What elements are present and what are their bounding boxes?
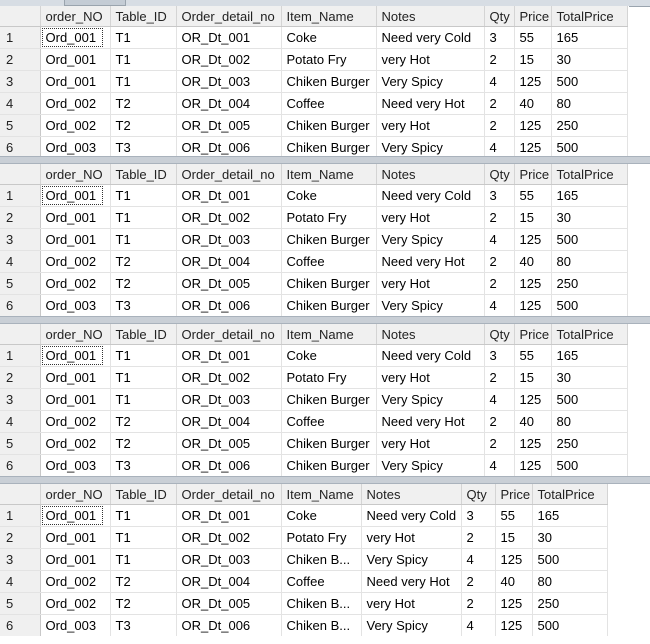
cell-order-detail-no[interactable]: OR_Dt_005 — [176, 115, 281, 137]
cell-order-detail-no[interactable]: OR_Dt_005 — [176, 433, 281, 455]
row-number[interactable]: 5 — [0, 115, 40, 137]
cell-item-name[interactable]: Chiken B... — [281, 615, 361, 637]
cell-qty[interactable]: 2 — [461, 527, 495, 549]
cell-price[interactable]: 125 — [495, 593, 532, 615]
cell-value: Ord_001 — [43, 347, 103, 364]
cell-notes[interactable]: Very Spicy — [376, 389, 484, 411]
cell-order-detail-no[interactable]: OR_Dt_004 — [176, 571, 281, 593]
column-header-order-no[interactable]: order_NO — [40, 484, 110, 505]
column-header-notes[interactable]: Notes — [361, 484, 461, 505]
table-row[interactable] — [0, 505, 607, 527]
column-header-notes[interactable]: Notes — [376, 324, 484, 345]
cell-notes[interactable]: very Hot — [376, 115, 484, 137]
cell-total-price[interactable]: 30 — [551, 207, 627, 229]
cell-order-detail-no[interactable]: OR_Dt_001 — [176, 345, 281, 367]
cell-qty[interactable]: 2 — [484, 207, 514, 229]
cell-table-id[interactable]: T1 — [110, 27, 176, 49]
cell-item-name[interactable]: Potato Fry — [281, 367, 376, 389]
cell-total-price[interactable]: 80 — [551, 411, 627, 433]
row-number[interactable]: 2 — [0, 207, 40, 229]
column-header-table-id[interactable]: Table_ID — [110, 164, 176, 185]
cell-total-price[interactable]: 250 — [551, 433, 627, 455]
table-row[interactable] — [0, 549, 607, 571]
cell-table-id[interactable]: T2 — [110, 115, 176, 137]
cell-qty[interactable]: 2 — [484, 251, 514, 273]
cell-order-detail-no[interactable]: OR_Dt_006 — [176, 295, 281, 317]
row-number[interactable]: 1 — [0, 505, 40, 527]
table-row[interactable] — [0, 49, 627, 71]
result-grid-4[interactable] — [0, 484, 613, 636]
cell-price[interactable]: 40 — [514, 251, 551, 273]
column-header-item-name[interactable]: Item_Name — [281, 164, 376, 185]
cell-order-detail-no[interactable]: OR_Dt_004 — [176, 93, 281, 115]
column-header-qty[interactable]: Qty — [484, 6, 514, 27]
cell-table-id[interactable]: T1 — [110, 527, 176, 549]
cell-price[interactable]: 55 — [514, 27, 551, 49]
table-row[interactable] — [0, 185, 627, 207]
cell-qty[interactable]: 4 — [484, 229, 514, 251]
cell-notes[interactable]: Need very Cold — [376, 27, 484, 49]
cell-notes[interactable]: Need very Cold — [376, 185, 484, 207]
cell-table-id[interactable]: T2 — [110, 93, 176, 115]
header-row — [0, 6, 627, 27]
cell-item-name[interactable]: Chiken Burger — [281, 229, 376, 251]
cell-order-no[interactable]: Ord_003 — [40, 295, 110, 317]
cell-table-id[interactable]: T1 — [110, 185, 176, 207]
table-row[interactable] — [0, 71, 627, 93]
cell-notes[interactable]: very Hot — [361, 593, 461, 615]
cell-notes[interactable]: Need very Hot — [376, 411, 484, 433]
cell-table-id[interactable]: T1 — [110, 49, 176, 71]
cell-table-id[interactable]: T2 — [110, 251, 176, 273]
row-number[interactable]: 5 — [0, 593, 40, 615]
table-row[interactable] — [0, 295, 627, 317]
cell-price[interactable]: 125 — [514, 229, 551, 251]
table-row[interactable] — [0, 345, 627, 367]
column-header-order-detail-no[interactable]: Order_detail_no — [176, 6, 281, 27]
cell-total-price[interactable]: 30 — [551, 367, 627, 389]
cell-order-detail-no[interactable]: OR_Dt_003 — [176, 71, 281, 93]
row-number[interactable]: 2 — [0, 49, 40, 71]
results-table[interactable] — [0, 324, 628, 476]
column-header-total-price[interactable]: TotalPrice — [551, 324, 627, 345]
cell-price[interactable]: 125 — [514, 433, 551, 455]
cell-total-price[interactable]: 80 — [551, 93, 627, 115]
cell-price[interactable]: 40 — [495, 571, 532, 593]
cell-item-name[interactable]: Coffee — [281, 251, 376, 273]
cell-qty[interactable]: 2 — [484, 433, 514, 455]
cell-qty[interactable]: 4 — [484, 71, 514, 93]
cell-order-no[interactable]: Ord_001 — [40, 207, 110, 229]
select-all-corner[interactable] — [0, 6, 40, 27]
cell-total-price[interactable]: 500 — [551, 229, 627, 251]
column-header-order-detail-no[interactable]: Order_detail_no — [176, 324, 281, 345]
header-row — [0, 324, 627, 345]
cell-price[interactable]: 15 — [495, 527, 532, 549]
column-header-notes[interactable]: Notes — [376, 164, 484, 185]
cell-notes[interactable]: very Hot — [376, 207, 484, 229]
column-header-price[interactable]: Price — [514, 324, 551, 345]
cell-order-no[interactable]: Ord_002 — [40, 433, 110, 455]
column-header-item-name[interactable]: Item_Name — [281, 324, 376, 345]
cell-item-name[interactable]: Coke — [281, 505, 361, 527]
cell-order-detail-no[interactable]: OR_Dt_001 — [176, 185, 281, 207]
cell-total-price[interactable]: 165 — [532, 505, 607, 527]
cell-order-no[interactable]: Ord_003 — [40, 137, 110, 157]
cell-notes[interactable]: Need very Hot — [361, 571, 461, 593]
cell-total-price[interactable]: 500 — [532, 549, 607, 571]
cell-order-no[interactable]: Ord_001 — [40, 549, 110, 571]
cell-order-no[interactable]: Ord_001 — [40, 389, 110, 411]
cell-table-id[interactable]: T2 — [110, 411, 176, 433]
cell-item-name[interactable]: Coke — [281, 345, 376, 367]
cell-price[interactable]: 125 — [514, 115, 551, 137]
grid-splitter-2[interactable] — [0, 316, 650, 324]
cell-item-name[interactable]: Chiken Burger — [281, 433, 376, 455]
cell-order-no[interactable]: Ord_002 — [40, 273, 110, 295]
cell-item-name[interactable]: Potato Fry — [281, 207, 376, 229]
cell-table-id[interactable]: T1 — [110, 71, 176, 93]
cell-item-name[interactable]: Coffee — [281, 571, 361, 593]
cell-item-name[interactable]: Potato Fry — [281, 527, 361, 549]
column-header-order-no[interactable]: order_NO — [40, 6, 110, 27]
cell-item-name[interactable]: Chiken Burger — [281, 273, 376, 295]
cell-table-id[interactable]: T1 — [110, 505, 176, 527]
cell-price[interactable]: 15 — [514, 207, 551, 229]
cell-order-detail-no[interactable]: OR_Dt_002 — [176, 527, 281, 549]
row-number[interactable]: 3 — [0, 229, 40, 251]
cell-total-price[interactable]: 165 — [551, 185, 627, 207]
row-number[interactable]: 1 — [0, 27, 40, 49]
cell-price[interactable]: 55 — [514, 185, 551, 207]
table-row[interactable] — [0, 593, 607, 615]
cell-value: Ord_001 — [43, 29, 103, 46]
column-header-order-no[interactable]: order_NO — [40, 324, 110, 345]
column-header-table-id[interactable]: Table_ID — [110, 484, 176, 505]
cell-order-detail-no[interactable]: OR_Dt_001 — [176, 27, 281, 49]
cell-price[interactable]: 40 — [514, 411, 551, 433]
cell-item-name[interactable]: Chiken Burger — [281, 137, 376, 157]
selected-cell[interactable] — [40, 27, 110, 49]
cell-item-name[interactable]: Chiken Burger — [281, 71, 376, 93]
cell-order-no[interactable]: Ord_002 — [40, 251, 110, 273]
cell-order-detail-no[interactable]: OR_Dt_003 — [176, 389, 281, 411]
cell-order-detail-no[interactable]: OR_Dt_005 — [176, 273, 281, 295]
table-row[interactable] — [0, 389, 627, 411]
column-header-qty[interactable]: Qty — [484, 164, 514, 185]
table-row[interactable] — [0, 527, 607, 549]
cell-total-price[interactable]: 80 — [532, 571, 607, 593]
cell-table-id[interactable]: T3 — [110, 615, 176, 637]
cell-total-price[interactable]: 165 — [551, 345, 627, 367]
cell-table-id[interactable]: T1 — [110, 345, 176, 367]
cell-item-name[interactable]: Potato Fry — [281, 49, 376, 71]
cell-table-id[interactable]: T2 — [110, 273, 176, 295]
selected-cell[interactable] — [40, 345, 110, 367]
cell-price[interactable]: 125 — [495, 615, 532, 637]
cell-price[interactable]: 125 — [514, 71, 551, 93]
table-row[interactable] — [0, 251, 627, 273]
cell-notes[interactable]: Need very Cold — [361, 505, 461, 527]
row-number[interactable]: 1 — [0, 185, 40, 207]
cell-order-no[interactable]: Ord_003 — [40, 615, 110, 637]
select-all-corner[interactable] — [0, 484, 40, 505]
cell-notes[interactable]: Very Spicy — [376, 455, 484, 477]
table-row[interactable] — [0, 433, 627, 455]
cell-total-price[interactable]: 250 — [551, 273, 627, 295]
cell-total-price[interactable]: 500 — [532, 615, 607, 637]
cell-total-price[interactable]: 500 — [551, 71, 627, 93]
cell-item-name[interactable]: Coke — [281, 185, 376, 207]
column-header-qty[interactable]: Qty — [461, 484, 495, 505]
cell-order-no[interactable]: Ord_002 — [40, 571, 110, 593]
cell-notes[interactable]: Need very Hot — [376, 93, 484, 115]
cell-qty[interactable]: 2 — [484, 49, 514, 71]
cell-item-name[interactable]: Coke — [281, 27, 376, 49]
table-row[interactable] — [0, 137, 627, 157]
cell-price[interactable]: 125 — [514, 389, 551, 411]
cell-price[interactable]: 125 — [514, 295, 551, 317]
cell-total-price[interactable]: 165 — [551, 27, 627, 49]
grid-splitter-1[interactable] — [0, 156, 650, 164]
cell-qty[interactable]: 4 — [461, 615, 495, 637]
column-header-total-price[interactable]: TotalPrice — [532, 484, 607, 505]
cell-notes[interactable]: very Hot — [376, 433, 484, 455]
cell-price[interactable]: 125 — [514, 273, 551, 295]
cell-total-price[interactable]: 500 — [551, 455, 627, 477]
results-table[interactable] — [0, 6, 628, 156]
row-number[interactable]: 3 — [0, 71, 40, 93]
cell-total-price[interactable]: 500 — [551, 295, 627, 317]
cell-item-name[interactable]: Chiken B... — [281, 549, 361, 571]
cell-qty[interactable]: 4 — [484, 455, 514, 477]
result-grid-2[interactable] — [0, 164, 629, 316]
table-row[interactable] — [0, 229, 627, 251]
row-number[interactable]: 4 — [0, 251, 40, 273]
cell-item-name[interactable]: Chiken Burger — [281, 389, 376, 411]
header-row — [0, 164, 627, 185]
select-all-corner[interactable] — [0, 324, 40, 345]
column-header-qty[interactable]: Qty — [484, 324, 514, 345]
cell-value: Ord_001 — [43, 507, 103, 524]
cell-price[interactable]: 40 — [514, 93, 551, 115]
cell-qty[interactable]: 4 — [484, 389, 514, 411]
cell-price[interactable]: 55 — [495, 505, 532, 527]
table-row[interactable] — [0, 455, 627, 477]
row-number[interactable]: 4 — [0, 93, 40, 115]
cell-order-detail-no[interactable]: OR_Dt_003 — [176, 549, 281, 571]
cell-qty[interactable]: 3 — [461, 505, 495, 527]
results-table[interactable] — [0, 164, 628, 316]
row-number[interactable]: 6 — [0, 137, 40, 157]
row-number[interactable]: 6 — [0, 295, 40, 317]
cell-order-no[interactable]: Ord_002 — [40, 93, 110, 115]
table-row[interactable] — [0, 411, 627, 433]
row-number[interactable]: 1 — [0, 345, 40, 367]
cell-table-id[interactable]: T2 — [110, 571, 176, 593]
row-number[interactable]: 5 — [0, 433, 40, 455]
cell-order-detail-no[interactable]: OR_Dt_003 — [176, 229, 281, 251]
column-header-item-name[interactable]: Item_Name — [281, 484, 361, 505]
column-header-price[interactable]: Price — [495, 484, 532, 505]
cell-notes[interactable]: very Hot — [376, 49, 484, 71]
cell-notes[interactable]: very Hot — [376, 367, 484, 389]
cell-qty[interactable]: 3 — [484, 27, 514, 49]
table-row[interactable] — [0, 367, 627, 389]
column-header-price[interactable]: Price — [514, 6, 551, 27]
cell-table-id[interactable]: T3 — [110, 137, 176, 157]
cell-table-id[interactable]: T2 — [110, 433, 176, 455]
cell-qty[interactable]: 3 — [484, 185, 514, 207]
column-header-order-detail-no[interactable]: Order_detail_no — [176, 164, 281, 185]
cell-qty[interactable]: 3 — [484, 345, 514, 367]
cell-table-id[interactable]: T3 — [110, 295, 176, 317]
column-header-table-id[interactable]: Table_ID — [110, 6, 176, 27]
cell-notes[interactable]: Very Spicy — [376, 137, 484, 157]
cell-qty[interactable]: 4 — [484, 137, 514, 157]
cell-table-id[interactable]: T1 — [110, 389, 176, 411]
selected-cell[interactable] — [40, 185, 110, 207]
cell-order-no[interactable]: Ord_003 — [40, 455, 110, 477]
cell-qty[interactable]: 2 — [484, 273, 514, 295]
cell-total-price[interactable]: 250 — [551, 115, 627, 137]
cell-qty[interactable]: 2 — [484, 367, 514, 389]
cell-order-detail-no[interactable]: OR_Dt_006 — [176, 455, 281, 477]
column-header-total-price[interactable]: TotalPrice — [551, 6, 627, 27]
cell-value: Ord_001 — [43, 187, 103, 204]
cell-order-no[interactable]: Ord_001 — [40, 71, 110, 93]
cell-total-price[interactable]: 30 — [551, 49, 627, 71]
table-row[interactable] — [0, 93, 627, 115]
cell-qty[interactable]: 2 — [461, 593, 495, 615]
cell-item-name[interactable]: Chiken Burger — [281, 115, 376, 137]
cell-order-detail-no[interactable]: OR_Dt_006 — [176, 615, 281, 637]
cell-qty[interactable]: 4 — [484, 295, 514, 317]
table-row[interactable] — [0, 207, 627, 229]
column-header-item-name[interactable]: Item_Name — [281, 6, 376, 27]
cell-order-no[interactable]: Ord_002 — [40, 593, 110, 615]
cell-notes[interactable]: very Hot — [361, 527, 461, 549]
cell-notes[interactable]: Need very Cold — [376, 345, 484, 367]
table-row[interactable] — [0, 27, 627, 49]
cell-notes[interactable]: Very Spicy — [376, 71, 484, 93]
cell-table-id[interactable]: T1 — [110, 367, 176, 389]
cell-qty[interactable]: 2 — [461, 571, 495, 593]
cell-order-detail-no[interactable]: OR_Dt_006 — [176, 137, 281, 157]
cell-total-price[interactable]: 80 — [551, 251, 627, 273]
cell-price[interactable]: 55 — [514, 345, 551, 367]
cell-table-id[interactable]: T1 — [110, 229, 176, 251]
cell-order-detail-no[interactable]: OR_Dt_004 — [176, 411, 281, 433]
table-row[interactable] — [0, 273, 627, 295]
cell-order-detail-no[interactable]: OR_Dt_002 — [176, 49, 281, 71]
column-header-table-id[interactable]: Table_ID — [110, 324, 176, 345]
cell-price[interactable]: 125 — [495, 549, 532, 571]
row-number[interactable]: 3 — [0, 389, 40, 411]
header-row — [0, 484, 607, 505]
column-header-price[interactable]: Price — [514, 164, 551, 185]
cell-table-id[interactable]: T3 — [110, 455, 176, 477]
table-row[interactable] — [0, 615, 607, 637]
row-number[interactable]: 6 — [0, 615, 40, 637]
cell-item-name[interactable]: Chiken Burger — [281, 455, 376, 477]
cell-order-no[interactable]: Ord_002 — [40, 411, 110, 433]
result-grid-3[interactable] — [0, 324, 629, 476]
cell-notes[interactable]: Very Spicy — [376, 295, 484, 317]
cell-table-id[interactable]: T1 — [110, 549, 176, 571]
row-number[interactable]: 2 — [0, 527, 40, 549]
row-number[interactable]: 2 — [0, 367, 40, 389]
cell-price[interactable]: 125 — [514, 137, 551, 157]
cell-item-name[interactable]: Chiken Burger — [281, 295, 376, 317]
results-table[interactable] — [0, 484, 608, 636]
cell-order-no[interactable]: Ord_001 — [40, 49, 110, 71]
row-number[interactable]: 5 — [0, 273, 40, 295]
cell-qty[interactable]: 2 — [484, 115, 514, 137]
cell-price[interactable]: 125 — [514, 455, 551, 477]
cell-order-no[interactable]: Ord_001 — [40, 367, 110, 389]
cell-notes[interactable]: Very Spicy — [361, 549, 461, 571]
select-all-corner[interactable] — [0, 164, 40, 185]
cell-order-detail-no[interactable]: OR_Dt_001 — [176, 505, 281, 527]
grid-splitter-3[interactable] — [0, 476, 650, 484]
result-grid-1[interactable] — [0, 6, 629, 156]
table-row[interactable] — [0, 115, 627, 137]
cell-total-price[interactable]: 500 — [551, 389, 627, 411]
cell-order-no[interactable]: Ord_001 — [40, 229, 110, 251]
cell-order-detail-no[interactable]: OR_Dt_004 — [176, 251, 281, 273]
table-row[interactable] — [0, 571, 607, 593]
cell-order-detail-no[interactable]: OR_Dt_005 — [176, 593, 281, 615]
cell-notes[interactable]: very Hot — [376, 273, 484, 295]
column-header-order-no[interactable]: order_NO — [40, 164, 110, 185]
cell-table-id[interactable]: T1 — [110, 207, 176, 229]
row-number[interactable]: 4 — [0, 411, 40, 433]
row-number[interactable]: 3 — [0, 549, 40, 571]
column-header-total-price[interactable]: TotalPrice — [551, 164, 627, 185]
cell-total-price[interactable]: 250 — [532, 593, 607, 615]
selected-cell[interactable] — [40, 505, 110, 527]
row-number[interactable]: 4 — [0, 571, 40, 593]
row-number[interactable]: 6 — [0, 455, 40, 477]
cell-notes[interactable]: Need very Hot — [376, 251, 484, 273]
cell-order-detail-no[interactable]: OR_Dt_002 — [176, 367, 281, 389]
cell-order-no[interactable]: Ord_001 — [40, 527, 110, 549]
column-header-order-detail-no[interactable]: Order_detail_no — [176, 484, 281, 505]
cell-qty[interactable]: 2 — [484, 93, 514, 115]
cell-total-price[interactable]: 30 — [532, 527, 607, 549]
column-header-notes[interactable]: Notes — [376, 6, 484, 27]
cell-total-price[interactable]: 500 — [551, 137, 627, 157]
cell-table-id[interactable]: T2 — [110, 593, 176, 615]
cell-order-detail-no[interactable]: OR_Dt_002 — [176, 207, 281, 229]
cell-item-name[interactable]: Chiken B... — [281, 593, 361, 615]
cell-price[interactable]: 15 — [514, 49, 551, 71]
cell-item-name[interactable]: Coffee — [281, 411, 376, 433]
cell-notes[interactable]: Very Spicy — [361, 615, 461, 637]
cell-order-no[interactable]: Ord_002 — [40, 115, 110, 137]
cell-notes[interactable]: Very Spicy — [376, 229, 484, 251]
cell-price[interactable]: 15 — [514, 367, 551, 389]
cell-qty[interactable]: 2 — [484, 411, 514, 433]
cell-qty[interactable]: 4 — [461, 549, 495, 571]
cell-item-name[interactable]: Coffee — [281, 93, 376, 115]
